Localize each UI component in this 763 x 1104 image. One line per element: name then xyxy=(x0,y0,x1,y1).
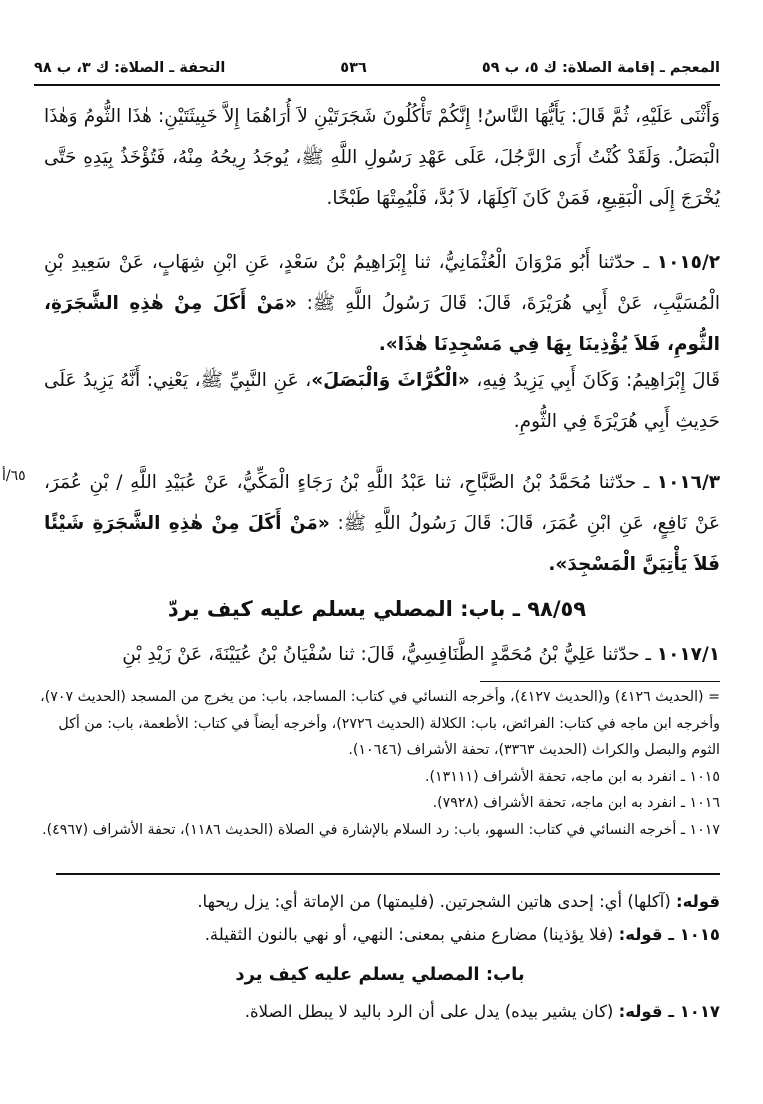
commentary-label: قوله: xyxy=(676,892,720,911)
commentary-text: (كان يشير بيده) يدل على أن الرد باليد لا يبطل الصلاة. xyxy=(244,1002,614,1021)
footnote: = (الحديث ٤١٢٦) و(الحديث ٤١٢٧)، وأخرجه النسائي في كتاب: المساجد، باب: من يخرج من المسجد (الحديث ٧٠٧)، وأخرجه ابن ماجه في كتاب: الفرائض، باب: الكلالة (الحديث ٢٧٢٦)، وأخرجه أيضاً في كتاب: الأطعمة، باب: من أكل الثوم والبصل والكراث (الحديث ٣٣٦٣)، تحفة الأشراف (١٠٦٤٦). xyxy=(40,689,720,758)
hadith-number: ١٠١٧/١ xyxy=(656,644,720,665)
chapter-title: ٩٨/٥٩ ـ باب: المصلي يسلم عليه كيف يردّ xyxy=(167,597,587,621)
commentary-text: (آكلها) أي: إحدى هاتين الشجرتين. (فليمتها) من الإماتة أي: يزل ريحها. xyxy=(197,892,671,911)
footnote: ١٠١٦ ـ انفرد به ابن ماجه، تحفة الأشراف (٧٩٢٨). xyxy=(432,795,720,811)
hadith-number: ١٠١٦/٣ xyxy=(656,472,721,493)
previous-hadith-continuation xyxy=(44,96,720,219)
hadith-isnad: ـ حدّثنا أَبُو مَرْوَانَ الْعُثْمَانِيُّ، ثنا إِبْرَاهِيمُ بْنُ سَعْدٍ، عَنِ ابْنِ شِهَابٍ، عَنْ سَعِيدِ بْنِ الْمُسَيَّبِ، عَنْ أَبِي هُرَيْرَةَ، قَالَ: قَالَ رَسُولُ اللَّهِ ﷺ: xyxy=(44,252,720,314)
running-header xyxy=(34,55,720,81)
note-text-a: قَالَ إِبْرَاهِيمُ: وَكَانَ أَبِي يَزِيدُ فِيهِ، xyxy=(476,370,720,391)
commentary-label: ١٠١٥ ـ قوله: xyxy=(618,925,720,944)
previous-hadith-text: وَأَثْنَى عَلَيْهِ، ثُمَّ قَالَ: يَأَيُّهَا النَّاسُ! إِنَّكُمْ تَأْكُلُونَ شَجَرَتَيْنِ لاَ أُرَاهُمَا إِلاَّ خَبِيثَتَيْنِ: هٰذَا الثُّومُ وَهٰذَا الْبَصَلُ. وَلَقَدْ كُنْتُ أَرَى الرَّجُلَ، عَلَى عَهْدِ رَسُولِ اللَّهِ ﷺ، يُوجَدُ رِيحُهُ مِنْهُ، فَتُؤْخَذُ بِيَدِهِ حَتَّى يُخْرَجَ إِلَى الْبَقِيعِ، فَمَنْ كَانَ آكِلَهَا، لاَ بُدَّ، فَلْيُمِتْهَا طَبْخًا. xyxy=(44,106,720,209)
header-left: التحفة ـ الصلاة: ك ٣، ب ٩٨ xyxy=(34,60,226,76)
note-bold: «الْكُرَّاثَ وَالْبَصَلَ» xyxy=(311,370,470,391)
margin-folio: ٦٥/أ xyxy=(2,468,26,484)
commentary-rule xyxy=(56,873,720,875)
hadith-1016 xyxy=(44,462,720,585)
hadith-isnad: ـ حدّثنا عَلِيُّ بْنُ مُحَمَّدٍ الطَّنَافِسِيُّ، قَالَ: ثنا سُفْيَانُ بْنُ عُيَيْنَةَ، عَنْ زَيْدِ بْنِ xyxy=(122,644,651,665)
ibrahim-note xyxy=(44,360,720,442)
commentary-chapter-title: باب: المصلي يسلم عليه كيف يرد xyxy=(235,964,525,985)
hadith-matn: «مَنْ أَكَلَ مِنْ هٰذِهِ الشَّجَرَةِ شَيْئًا فَلاَ يَأْتِيَنَّ الْمَسْجِدَ». xyxy=(44,513,720,575)
hadith-number: ١٠١٥/٢ xyxy=(656,252,720,273)
hadith-isnad: ـ حدّثنا مُحَمَّدُ بْنُ الصَّبَّاحِ، ثنا عَبْدُ اللَّهِ بْنُ رَجَاءٍ الْمَكِّيُّ، عَنْ عُبَيْدِ اللَّهِ / بْنِ عُمَرَ، عَنْ نَافِعٍ، عَنِ ابْنِ عُمَرَ، قَالَ: قَالَ رَسُولُ اللَّهِ ﷺ: xyxy=(44,472,720,534)
footnotes xyxy=(40,684,720,843)
footnote-rule xyxy=(480,681,720,682)
hadith-1015 xyxy=(44,242,720,365)
note-text-b: ، عَنِ النَّبِيِّ ﷺ، يَعْنِي: أَنَّهُ يَزِيدُ عَلَى حَدِيثِ أَبِي هُرَيْرَةَ فِي الثُّومِ. xyxy=(44,370,720,432)
commentary-label: ١٠١٧ ـ قوله: xyxy=(618,1002,720,1021)
commentary-entry xyxy=(40,995,720,1028)
commentary-text: (فلا يؤذينا) مضارع منفي بمعنى: النهي، أو نهي بالنون الثقيلة. xyxy=(204,925,614,944)
header-right: المعجم ـ إقامة الصلاة: ك ٥، ب ٥٩ xyxy=(481,60,720,76)
commentary-entry xyxy=(40,918,720,951)
commentary-entry xyxy=(40,885,720,918)
hadith-matn: «مَنْ أَكَلَ مِنْ هٰذِهِ الشَّجَرَةِ، الثُّومِ، فَلاَ يُؤْذِينَا بِهَا فِي مَسْجِدِنَا هٰذَا». xyxy=(44,293,720,355)
page-number: ٥٣٦ xyxy=(340,60,367,76)
hadith-1017 xyxy=(44,634,720,675)
footnote: ١٠١٥ ـ انفرد به ابن ماجه، تحفة الأشراف (١٣١١١). xyxy=(424,768,720,785)
footnote: ١٠١٧ ـ أخرجه النسائي في كتاب: السهو، باب: رد السلام بالإشارة في الصلاة (الحديث ١١٨٦)، تحفة الأشراف (٤٩٦٧). xyxy=(42,821,720,838)
header-rule xyxy=(34,84,720,86)
